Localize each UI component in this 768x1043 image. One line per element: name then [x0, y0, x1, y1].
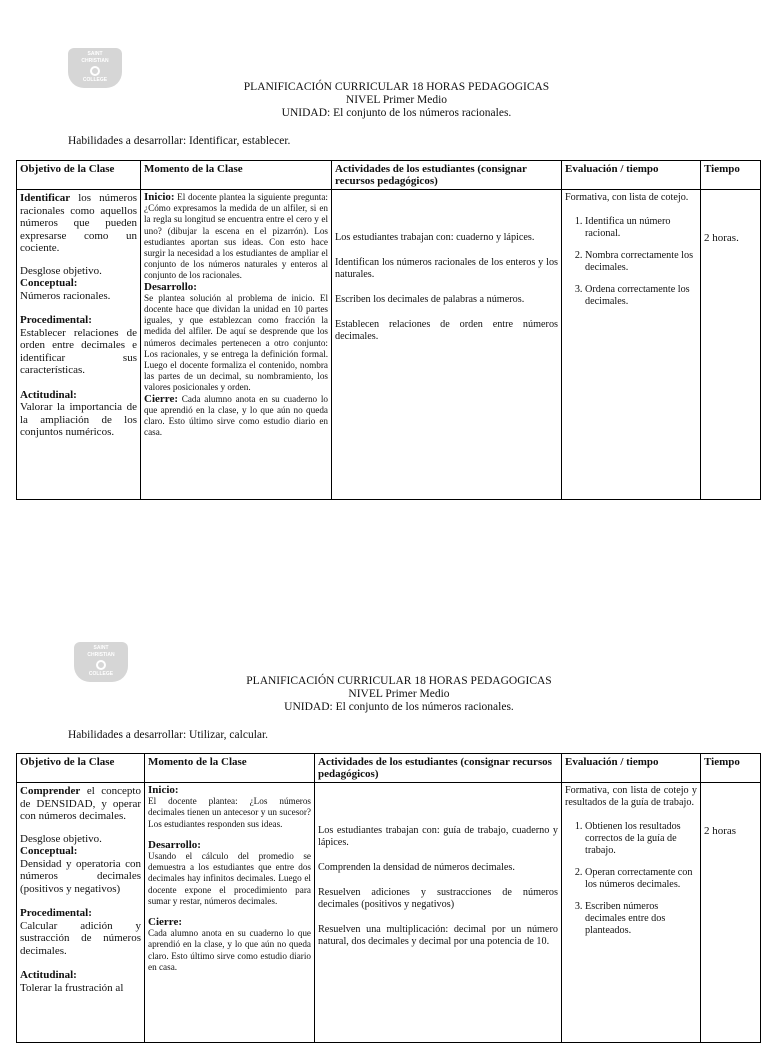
evaluation-item: 2. Operan correctamente con los números decimales.	[585, 867, 697, 891]
start-text: El docente plantea la siguiente pregunta: ¿Cómo expresamos la medida de un alfiler, si en la regla su longitud se encuentra entre el cero y el uno? (dibujar la escena en el pizarrón). Los estudiantes aportan sus ideas. Con esto hace surgir la necesidad a los estudiantes de ampliar el conjunto de los números naturales y enteros al conjunto de los racionales.	[144, 192, 328, 281]
activities-cell	[315, 783, 562, 1043]
logo-text-1: SAINT	[87, 51, 103, 57]
attitudinal-label: Actitudinal:	[20, 969, 77, 981]
page-title: PLANIFICACIÓN CURRICULAR 18 HORAS PEDAGOGICAS	[243, 81, 550, 93]
objective-text: los números racionales como aquellos números que pueden expresarse como un cociente.	[20, 192, 137, 254]
objective-text: el concepto de DENSIDAD, y operar con números decimales.	[20, 785, 141, 822]
header-time: Tiempo	[701, 754, 761, 783]
table-row	[17, 783, 761, 1043]
conceptual-text: Números racionales.	[20, 289, 111, 302]
closing-text: Cada alumno anota en su cuaderno lo que aprendió en la clase, y lo que aún no queda claro. Esto último sirve como estudio diario en casa.	[148, 928, 311, 972]
evaluation-item: 2. Nombra correctamente los decimales.	[585, 250, 697, 274]
skills-line: Habilidades a desarrollar: Utilizar, calcular.	[68, 729, 269, 741]
header-moment: Momento de la Clase	[141, 161, 332, 190]
page-heading	[0, 675, 768, 714]
level-line: NIVEL Primer Medio	[345, 94, 448, 106]
evaluation-item: 3. Escriben números decimales entre dos planteados.	[585, 901, 697, 937]
planning-table	[16, 753, 761, 1043]
time-value: 2 horas.	[704, 232, 739, 244]
evaluation-item: 3. Ordena correctamente los decimales.	[585, 284, 697, 308]
attitudinal-text: Tolerar la frustración al	[20, 981, 124, 994]
header-objective: Objetivo de la Clase	[17, 161, 141, 190]
objective-verb: Identificar	[20, 192, 71, 204]
closing-label: Cierre:	[148, 916, 182, 929]
header-evaluation: Evaluación / tiempo	[562, 161, 701, 190]
evaluation-item: 1. Identifica un número racional.	[585, 216, 697, 240]
evaluation-list	[565, 821, 697, 937]
activity-item: Los estudiantes trabajan con: guía de trabajo, cuaderno y lápices.	[318, 825, 558, 848]
activity-item: Escriben los decimales de palabras a números.	[335, 294, 525, 305]
conceptual-label: Conceptual:	[20, 845, 78, 857]
activity-item: Resuelven una multiplicación: decimal por un número natural, dos decimales y decimal por una potencia de 10.	[318, 924, 558, 947]
moment-cell	[145, 783, 315, 1043]
activity-item: Identifican los números racionales de los enteros y los naturales.	[335, 257, 558, 280]
header-moment: Momento de la Clase	[145, 754, 315, 783]
header-activities: Actividades de los estudiantes (consignar recursos pedagógicos)	[332, 161, 562, 190]
header-evaluation: Evaluación / tiempo	[562, 754, 701, 783]
objective-breakdown: Desglose objetivo.	[20, 264, 102, 277]
activity-item: Resuelven adiciones y sustracciones de números decimales (positivos y negativos)	[318, 887, 558, 910]
development-label: Desarrollo:	[144, 280, 197, 293]
logo-text-3: COLLEGE	[88, 671, 114, 677]
activity-item: Comprenden la densidad de números decimales.	[318, 862, 515, 873]
start-label: Inicio:	[144, 191, 175, 203]
objective-cell	[17, 783, 145, 1043]
table-header-row	[17, 754, 761, 783]
procedural-text: Calcular adición y sustracción de números decimales.	[20, 919, 141, 957]
procedural-label: Procedimental:	[20, 907, 92, 919]
procedural-text: Establecer relaciones de orden entre decimales e identificar sus características.	[20, 326, 137, 376]
level-line: NIVEL Primer Medio	[348, 688, 450, 700]
logo-text-2: CHRISTIAN	[81, 58, 109, 64]
header-time: Tiempo	[701, 161, 761, 190]
conceptual-label: Conceptual:	[20, 277, 78, 289]
evaluation-item: 1. Obtienen los resultados correctos de la guía de trabajo.	[585, 821, 697, 857]
unit-line: UNIDAD: El conjunto de los números racionales.	[284, 701, 514, 713]
evaluation-intro: Formativa, con lista de cotejo.	[565, 192, 689, 203]
evaluation-cell	[562, 783, 701, 1043]
time-value: 2 horas	[704, 825, 737, 837]
start-label: Inicio:	[148, 784, 179, 796]
page-title: PLANIFICACIÓN CURRICULAR 18 HORAS PEDAGOGICAS	[246, 675, 552, 687]
closing-text: Cada alumno anota en su cuaderno lo que aprendió en la clase, y lo que aún no queda claro. Esto último sirve como estudio diario en casa.	[144, 393, 328, 438]
unit-line: UNIDAD: El conjunto de los números racionales.	[281, 107, 512, 119]
skills-line: Habilidades a desarrollar: Identificar, establecer.	[68, 135, 291, 147]
evaluation-intro: Formativa, con lista de cotejo y resultados de la guía de trabajo.	[565, 785, 697, 808]
procedural-label: Procedimental:	[20, 314, 92, 326]
attitudinal-label: Actitudinal:	[20, 388, 77, 401]
activity-item: Establecen relaciones de orden entre números decimales.	[335, 319, 558, 342]
header-activities: Actividades de los estudiantes (consignar recursos pedagógicos)	[315, 754, 562, 783]
attitudinal-text: Valorar la importancia de la ampliación de los conjuntos numéricos.	[20, 401, 137, 438]
development-label: Desarrollo:	[148, 838, 201, 851]
closing-label: Cierre:	[144, 392, 178, 405]
logo-text-2: CHRISTIAN	[87, 652, 115, 658]
logo-text-1: SAINT	[93, 645, 109, 651]
development-text: Usando el cálculo del promedio se demuestra a los estudiantes que entre dos decimales hay infinitos decimales. Luego el docente expone el procedimiento para sumar y restar, números decimales.	[148, 851, 311, 906]
objective-breakdown: Desglose objetivo.	[20, 832, 102, 845]
development-text: Se plantea solución al problema de inicio. El docente hace que dividan la unidad en 10 partes iguales, y que establezcan como fracción la medida del alfiler. De aquí se desprende que los números decimales pertenecen a otro conjunto: Los racionales, y se entrega la definición formal. Luego el docente formaliza el contenido, nombra las partes de un decimal, su nombramiento, los valores posicionales y orden.	[144, 292, 328, 393]
logo-emblem-icon	[96, 660, 106, 670]
time-cell	[701, 783, 761, 1043]
objective-verb: Comprender	[20, 785, 81, 797]
activity-item: Los estudiantes trabajan con: cuaderno y lápices.	[335, 232, 535, 243]
start-text: El docente plantea: ¿Los números decimales tienen un antecesor y un sucesor? Los estudiantes responden sus ideas.	[148, 796, 311, 829]
header-objective: Objetivo de la Clase	[17, 754, 145, 783]
conceptual-text: Densidad y operatoria con números decimales (positivos y negativos)	[20, 857, 141, 895]
logo-text-3: COLLEGE	[82, 77, 108, 83]
